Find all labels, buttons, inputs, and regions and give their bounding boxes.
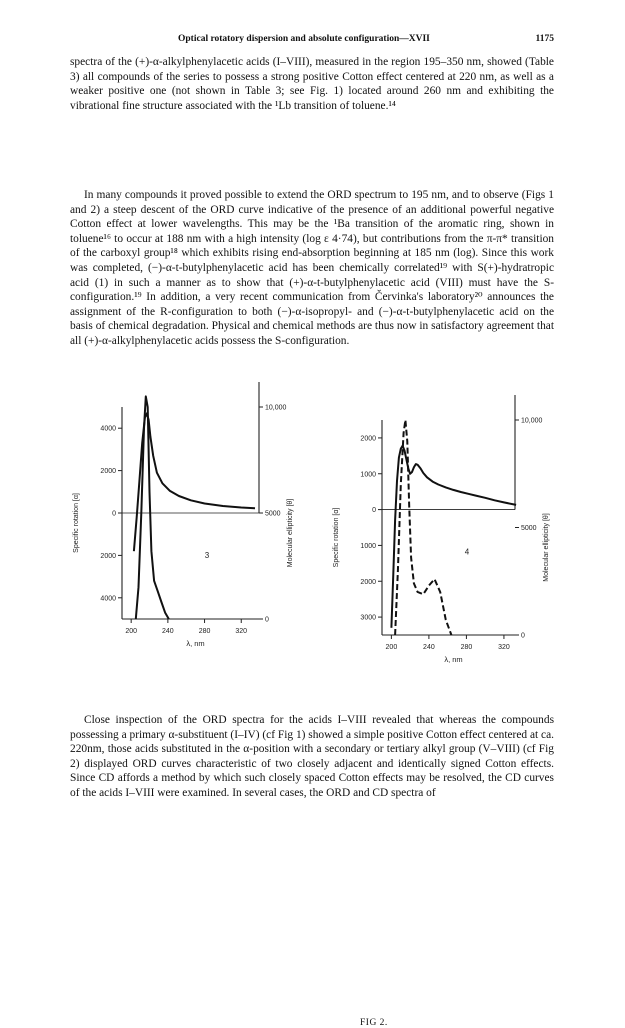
panel-4-ord-curve	[391, 446, 516, 628]
panel-4-cd-curve	[395, 420, 451, 635]
panel-3-y-right-tick-label: 10,000	[265, 404, 287, 412]
panel-4-x-tick-label: 280	[460, 644, 473, 651]
panel-4-y-right-tick-label: 0	[521, 632, 525, 640]
panel-4-y-right-tick-label: 10,000	[521, 417, 543, 425]
panel-4-x-axis-label: λ, nm	[444, 655, 463, 664]
panel-3-y-left-tick-label: 2000	[100, 468, 116, 476]
panel-4-y-left-tick-label: 1000	[360, 471, 376, 479]
panel-4-y-left-tick-label: 2000	[360, 578, 376, 586]
panel-3-y-left-label: Specific rotation [α]	[73, 493, 80, 553]
figure-caption: FIG 2.	[360, 1018, 388, 1028]
panel-4-x-tick-label: 240	[423, 644, 435, 651]
panel-3-y-left-tick-label: 0	[112, 510, 116, 518]
panel-3-number-label: 3	[204, 551, 210, 560]
panel-3-y-right-tick-label: 0	[265, 616, 269, 624]
panel-3-y-left-tick-label: 4000	[100, 595, 116, 603]
figure-2-plots	[60, 345, 580, 690]
panel-3-x-tick-label: 320	[235, 628, 248, 635]
panel-4-x-tick-label: 320	[498, 644, 510, 651]
panel-3-ord-curve	[134, 413, 255, 551]
panel-4-x-tick-label: 200	[385, 644, 398, 651]
panel-4-y-left-tick-label: 1000	[360, 542, 376, 550]
panel-3-y-left-tick-label: 4000	[100, 425, 116, 433]
paragraph-ord-extension: In many compounds it proved possible to extend the ORD spectrum to 195 nm, and to observe (Figs 1 and 2) a steep descent of the ORD curve indicative of the presence of an additional powerful negative Cotton effect at lower wavelengths. This may be the ¹Ba transition of the aromatic ring, shown in toluene¹⁶ to occur at 188 nm with a high intensity (log ε 4·74), but contributions from the π-π* transition of the carboxyl group¹⁸ which exhibits rising end-absorption beginning at 185 nm (log). Since this work was completed, (−)-α-t-butylphenylacetic acid has been chemically correlated¹⁹ with S(+)-hydratropic acid (1) in such a manner as to show that (+)-α-t-butylphenylacetic acid (VIII) must have the S-configuration.¹⁹ In addition, a very recent communication from Červinka's laboratory²⁰ announces the assignment of the R-configuration to both (−)-α-isopropyl- and (−)-α-t-butylphenylacetic acid on the basis of chemical degradation. Physical and chemical methods are thus now in satisfactory agreement that all (+)-α-alkylphenylacetic acids possess the S-configuration.	[70, 189, 554, 347]
panel-3-x-tick-label: 200	[125, 628, 138, 635]
panel-4-number-label: 4	[464, 547, 470, 557]
panel-3-x-tick-label: 280	[198, 628, 211, 635]
panel-3-y-left-tick-label: 2000	[100, 552, 116, 560]
panel-3-x-tick-label: 240	[162, 628, 174, 635]
paragraph-cd-inspection: Close inspection of the ORD spectra for the acids I–VIII revealed that whereas the compounds possessing a primary α-substituent (I–IV) (cf Fig 1) showed a simple positive Cotton effect centered at ca. 220nm, those acids substituted in the α-position with a secondary or tertiary alkyl group (V–VIII) (cf Fig 2) displayed ORD curves characteristic of two closely adjacent and identically signed Cotton effects. Since CD affords a method by which such closely spaced Cotton effects may be resolved, the CD curves of the acids I–VIII were examined. In several cases, the ORD and CD spectra of	[70, 714, 554, 799]
paragraph-spectra: spectra of the (+)-α-alkylphenylacetic acids (I–VIII), measured in the region 195–350 nm, showed (Table 3) all compounds of the series to possess a strong positive Cotton effect centered at 220 nm, as well as a weaker positive one (not shown in Table 3; see Fig. 1) located around 260 nm and exhibiting the vibrational fine structure associated with the ¹Lb transition of toluene.¹⁴	[70, 56, 554, 112]
panel-3-cd-curve	[136, 396, 169, 619]
panel-4-y-left-tick-label: 0	[372, 507, 376, 515]
page-number: 1175	[535, 34, 554, 44]
running-header	[70, 34, 554, 48]
panel-4-y-right-label: Molecular ellipticity [θ]	[543, 513, 550, 582]
panel-3-y-right-tick-label: 5000	[265, 510, 281, 518]
panel-4-y-left-tick-label: 2000	[360, 435, 376, 443]
panel-4-y-right-tick-label: 5000	[521, 525, 537, 532]
panel-4-y-left-tick-label: 3000	[360, 614, 376, 622]
panel-3-y-right-label: Molecular ellipticity [θ]	[287, 498, 294, 568]
panel-4-y-left-label: Specific rotation [α]	[333, 507, 340, 568]
running-title: Optical rotatory dispersion and absolute configuration—XVII	[178, 34, 430, 44]
panel-3-x-axis-label: λ, nm	[186, 639, 205, 648]
